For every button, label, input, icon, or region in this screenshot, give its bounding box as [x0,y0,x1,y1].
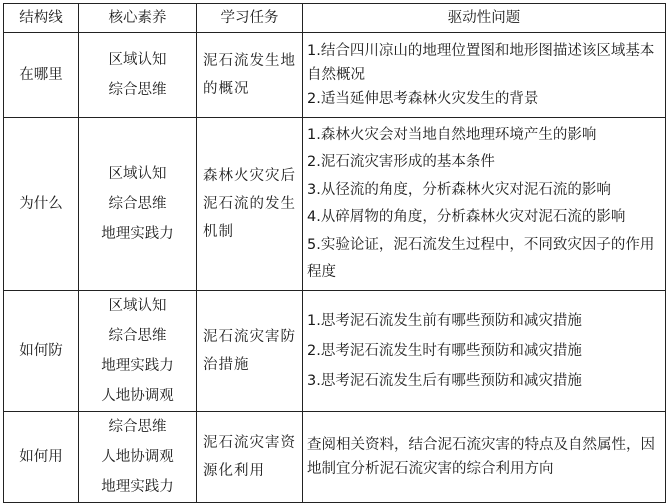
learning-task-line: 泥石流灾害资 [203,435,296,451]
core-literacy-item: 地理实践力 [101,226,174,242]
table-row [4,412,666,503]
table-row [4,33,666,118]
learning-task-cell [197,33,303,118]
driving-question-item: 2.泥石流灾害形成的基本条件 [307,154,495,170]
learning-task-cell [197,412,303,503]
learning-task-cell [197,118,303,291]
core-literacy-cell [79,412,197,503]
driving-question-item: 2.适当延伸思考森林火灾发生的背景 [307,91,539,107]
learning-task-line: 泥石流的发生 [203,196,296,212]
driving-question-cell [303,118,666,291]
core-literacy-cell [79,118,197,291]
learning-task-line: 的概况 [203,81,250,97]
core-literacy-item: 地理实践力 [101,358,174,374]
core-literacy-item: 人地协调观 [101,388,174,404]
driving-question-cell [303,33,666,118]
driving-question-item: 2.思考泥石流发生时有哪些预防和减灾措施 [307,343,582,359]
structure-line-cell: 为什么 [4,118,79,291]
structure-line-cell: 如何用 [4,412,79,503]
learning-task-line: 泥石流灾害防 [203,329,296,345]
learning-task-line: 机制 [203,224,234,240]
header-driving-question: 驱动性问题 [303,4,666,33]
core-literacy-item: 综合思维 [108,419,167,435]
driving-question-item: 1.思考泥石流发生前有哪些预防和减灾措施 [307,313,582,329]
header-core-literacy: 核心素养 [79,4,197,33]
driving-question-item: 3.思考泥石流发生后有哪些预防和减灾措施 [307,373,582,389]
core-literacy-cell [79,33,197,118]
core-literacy-cell [79,291,197,412]
core-literacy-item: 区域认知 [108,298,167,314]
teaching-design-table [3,3,666,503]
learning-task-line: 泥石流发生地 [203,53,296,69]
learning-task-line: 源化利用 [203,463,265,479]
structure-line-cell: 在哪里 [4,33,79,118]
driving-question-item: 3.从径流的角度，分析森林火灾对泥石流的影响 [307,181,611,198]
driving-question-item: 1.结合四川凉山的地理位置图和地形图描述该区域基本自然概况 [307,43,655,83]
core-literacy-item: 综合思维 [108,196,167,212]
header-structure-line: 结构线 [4,4,79,33]
driving-question-item: 4.从碎屑物的角度，分析森林火灾对泥石流的影响 [307,209,626,225]
learning-task-line: 治措施 [203,357,250,373]
core-literacy-item: 综合思维 [108,328,167,344]
core-literacy-item: 地理实践力 [101,479,174,495]
core-literacy-item: 综合思维 [108,82,167,98]
learning-task-cell [197,291,303,412]
core-literacy-item: 区域认知 [108,166,167,182]
core-literacy-item: 人地协调观 [101,449,174,465]
driving-question-cell [303,291,666,412]
driving-question-item: 查阅相关资料，结合泥石流灾害的特点及自然属性，因地制宜分析泥石流灾害的综合利用方向 [307,437,655,477]
table-row [4,118,666,291]
driving-question-item: 1.森林火灾会对当地自然地理环境产生的影响 [307,126,597,143]
driving-question-item: 5.实验论证，泥石流发生过程中，不同致灾因子的作用程度 [307,236,655,280]
header-row [4,4,666,33]
header-learning-task: 学习任务 [197,4,303,33]
learning-task-line: 森林火灾灾后 [203,168,296,184]
core-literacy-item: 区域认知 [108,52,167,68]
table-row [4,291,666,412]
structure-line-cell: 如何防 [4,291,79,412]
driving-question-cell [303,412,666,503]
